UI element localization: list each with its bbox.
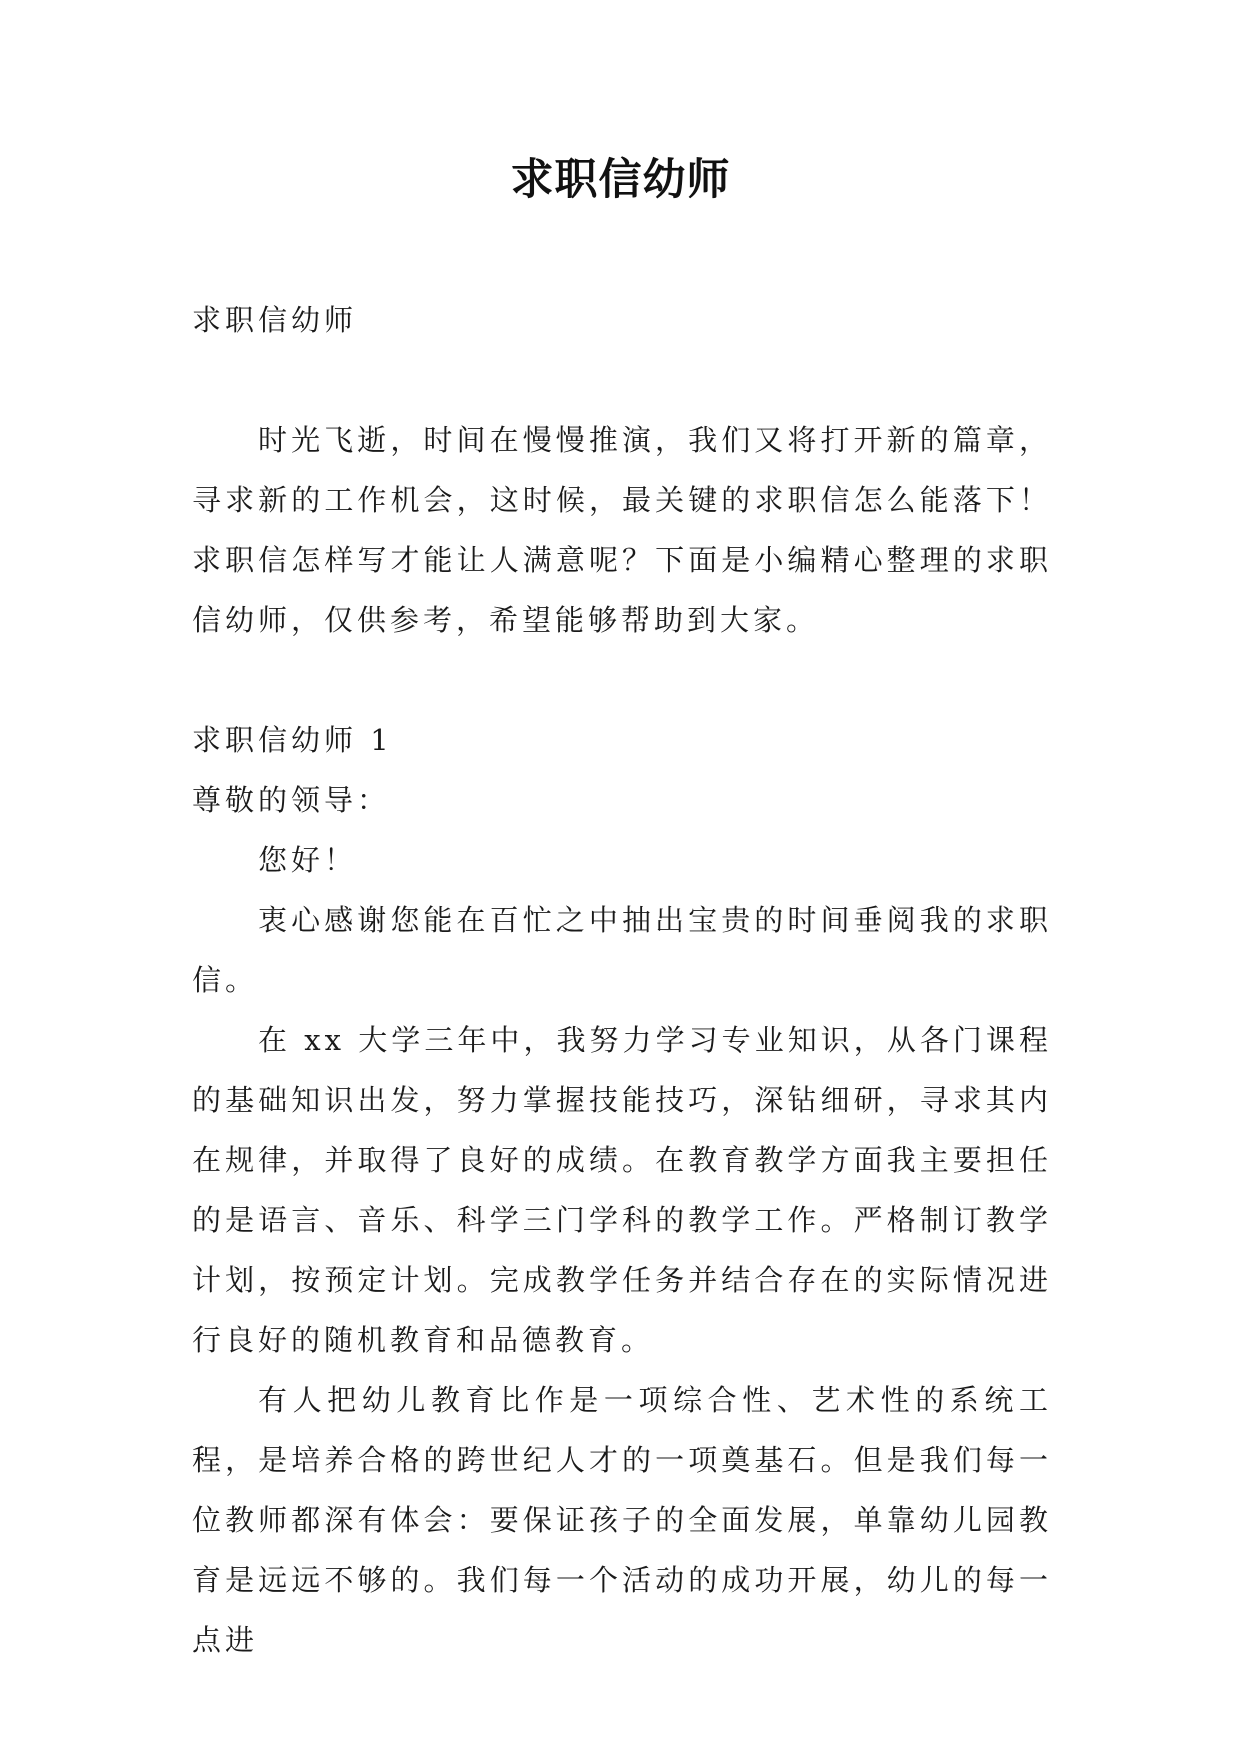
body-paragraph: 在 xx 大学三年中，我努力学习专业知识，从各门课程的基础知识出发，努力掌握技能技巧，深钻细研，寻求其内在规律，并取得了良好的成绩。在教育教学方面我主要担任的是语言、音乐、科学三门学科的教学工作。严格制订教学计划，按预定计划。完成教学任务并结合存在的实际情况进行良好的随机教育和品德教育。 (192, 1023, 1052, 1357)
document-title: 求职信幼师 (510, 155, 731, 205)
intro-paragraph: 时光飞逝，时间在慢慢推演，我们又将打开新的篇章，寻求新的工作机会，这时候，最关键的求职信怎么能落下！求职信怎样写才能让人满意呢？下面是小编精心整理的求职信幼师，仅供参考，希望能够帮助到大家。 (192, 423, 1052, 637)
spacer (192, 350, 1052, 410)
body-paragraph: 衷心感谢您能在百忙之中抽出宝贵的时间垂阅我的求职信。 (192, 903, 1052, 997)
section-heading: 求职信幼师 1 (192, 723, 393, 757)
body-paragraph: 有人把幼儿教育比作是一项综合性、艺术性的系统工程，是培养合格的跨世纪人才的一项奠基石。但是我们每一位教师都深有体会：要保证孩子的全面发展，单靠幼儿园教育是远远不够的。我们每一个活动的成功开展，幼儿的每一点进 (192, 1383, 1052, 1657)
document-body (192, 290, 1052, 1670)
salutation: 尊敬的领导： (192, 783, 391, 817)
spacer (192, 650, 1052, 710)
document-subtitle: 求职信幼师 (192, 303, 358, 337)
greeting: 您好！ (258, 843, 358, 877)
